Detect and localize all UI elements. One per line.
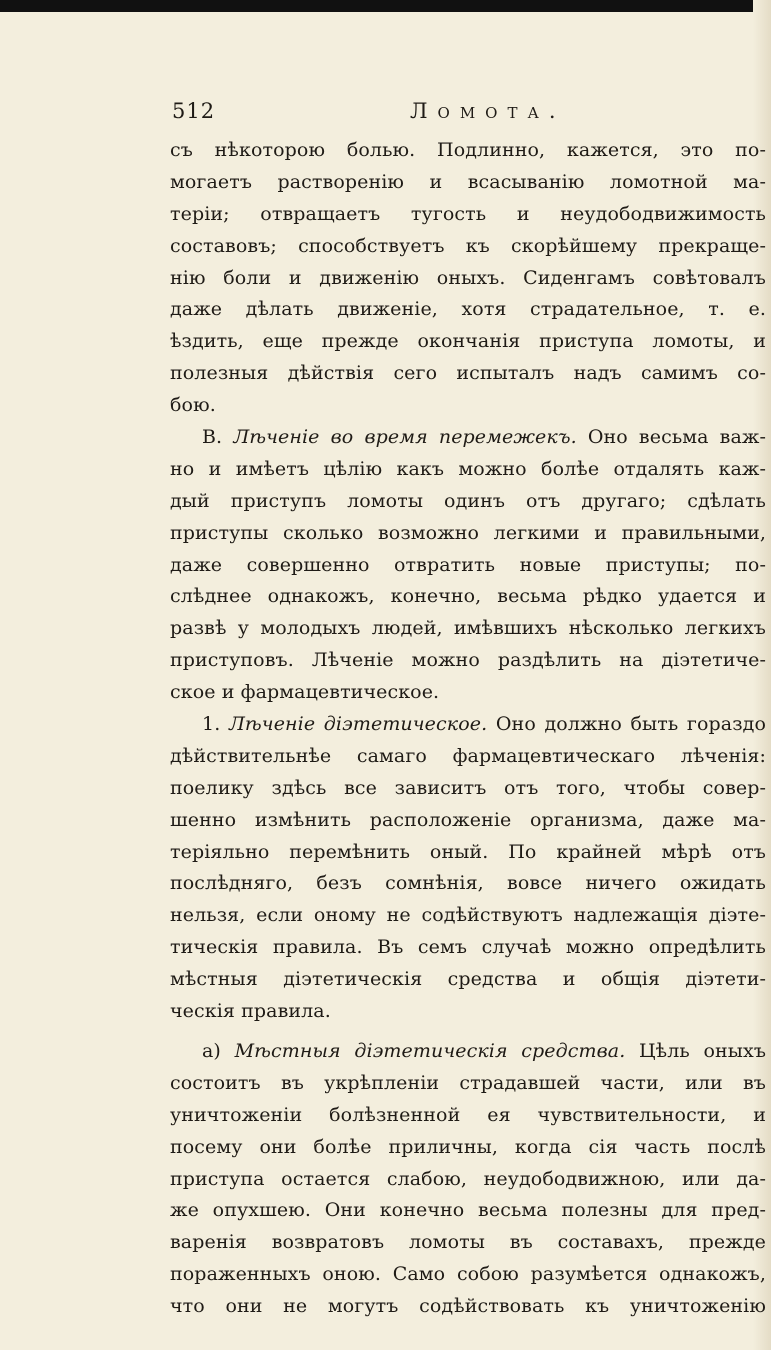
section-heading: Лѣченіе во время перемежекъ.	[233, 426, 577, 449]
text-run: Оно должно быть гораздо	[495, 713, 767, 736]
text-line: съ нѣкоторою болью. Подлинно, кажется, это по-	[170, 139, 766, 161]
text-line: шенно измѣнить расположеніе организма, даже ма-	[170, 808, 766, 831]
text-line	[170, 709, 766, 741]
text-line: нію боли и движенію оныхъ. Сиденгамъ совѣтовалъ	[170, 266, 766, 289]
paragraph	[170, 1036, 766, 1323]
paragraph	[170, 135, 766, 422]
text-line: приступовъ. Лѣченіе можно раздѣлить на діэтетиче-	[170, 649, 766, 672]
section-marker: а)	[202, 1039, 221, 1062]
paragraph	[170, 422, 766, 709]
text-line: что они не могутъ содѣйствовать къ уничтоженію	[170, 1295, 766, 1318]
text-line: теріяльно перемѣнить оный. По крайней мѣрѣ отъ	[170, 840, 766, 863]
page-header	[170, 95, 766, 135]
text-line: же опухшею. Они конечно весьма полезны для пред-	[170, 1199, 766, 1222]
section-marker: В.	[202, 426, 223, 449]
text-line: даже совершенно отвратить новые приступы; по-	[170, 553, 766, 576]
text-line	[170, 422, 766, 454]
text-line: даже дѣлать движеніе, хотя страдательное, т. е.	[170, 298, 766, 321]
text-line: но и имѣетъ цѣлію какъ можно болѣе отдалять каж-	[170, 457, 766, 480]
text-line: уничтоженіи болѣзненной ея чувствительности, и	[170, 1103, 766, 1126]
text-line: развѣ у молодыхъ людей, имѣвшихъ нѣсколько легкихъ	[170, 617, 766, 640]
text-line: приступы сколько возможно легкими и правильными,	[170, 521, 766, 544]
section-marker: 1.	[202, 713, 221, 736]
section-heading: Мѣстныя діэтетическія средства.	[234, 1039, 626, 1062]
text-line: слѣднее однакожъ, конечно, весьма рѣдко удается и	[170, 585, 766, 608]
running-head: Ломота.	[410, 99, 566, 123]
text-line: ѣздить, еще прежде окончанія приступа ломоты, и	[170, 330, 766, 353]
section-heading: Лѣченіе діэтетическое.	[228, 713, 488, 736]
text-line: составовъ; способствуетъ къ скорѣйшему прекраще-	[170, 234, 766, 257]
text-line: поелику здѣсь все зависитъ отъ того, чтобы совер-	[170, 776, 766, 799]
page-number: 512	[172, 99, 216, 123]
text-line: ское и фармацевтическое.	[170, 681, 440, 704]
text-line: могаетъ растворенію и всасыванію ломотной ма-	[170, 170, 766, 193]
text-line: посему они болѣе приличны, когда сія часть послѣ	[170, 1135, 766, 1158]
text-line: полезныя дѣйствія сего испыталъ надъ самимъ со-	[170, 362, 766, 385]
text-line: приступа остается слабою, неудободвижною, или да-	[170, 1167, 766, 1190]
text-line: дѣйствительнѣе самаго фармацевтическаго лѣченія:	[170, 744, 766, 767]
paragraph	[170, 709, 766, 1028]
text-line: послѣдняго, безъ сомнѣнія, вовсе ничего ожидать	[170, 872, 766, 895]
text-run: Цѣль оныхъ	[639, 1039, 767, 1062]
text-line: бою.	[170, 394, 216, 417]
text-line	[170, 1036, 766, 1068]
paragraph-gap	[170, 1028, 766, 1036]
text-line: пораженныхъ оною. Само собою разумѣется однакожъ,	[170, 1263, 766, 1286]
text-line: состоитъ въ укрѣпленіи страдавшей части, или въ	[170, 1071, 766, 1094]
text-line: тическія правила. Въ семъ случаѣ можно опредѣлить	[170, 936, 766, 959]
text-run: Оно весьма важ-	[587, 426, 766, 449]
text-line: дый приступъ ломоты одинъ отъ другаго; сдѣлать	[170, 489, 766, 512]
text-line: ческія правила.	[170, 1000, 331, 1023]
book-page	[170, 95, 766, 1323]
text-line: теріи; отвращаетъ тугость и неудободвижимость	[170, 202, 766, 225]
text-line: мѣстныя діэтетическія средства и общія діэтети-	[170, 968, 766, 991]
scan-top-edge	[0, 0, 771, 12]
text-line: нельзя, если оному не содѣйствуютъ надлежащія діэте-	[170, 904, 766, 927]
text-line: варенія возвратовъ ломоты въ составахъ, прежде	[170, 1231, 766, 1254]
